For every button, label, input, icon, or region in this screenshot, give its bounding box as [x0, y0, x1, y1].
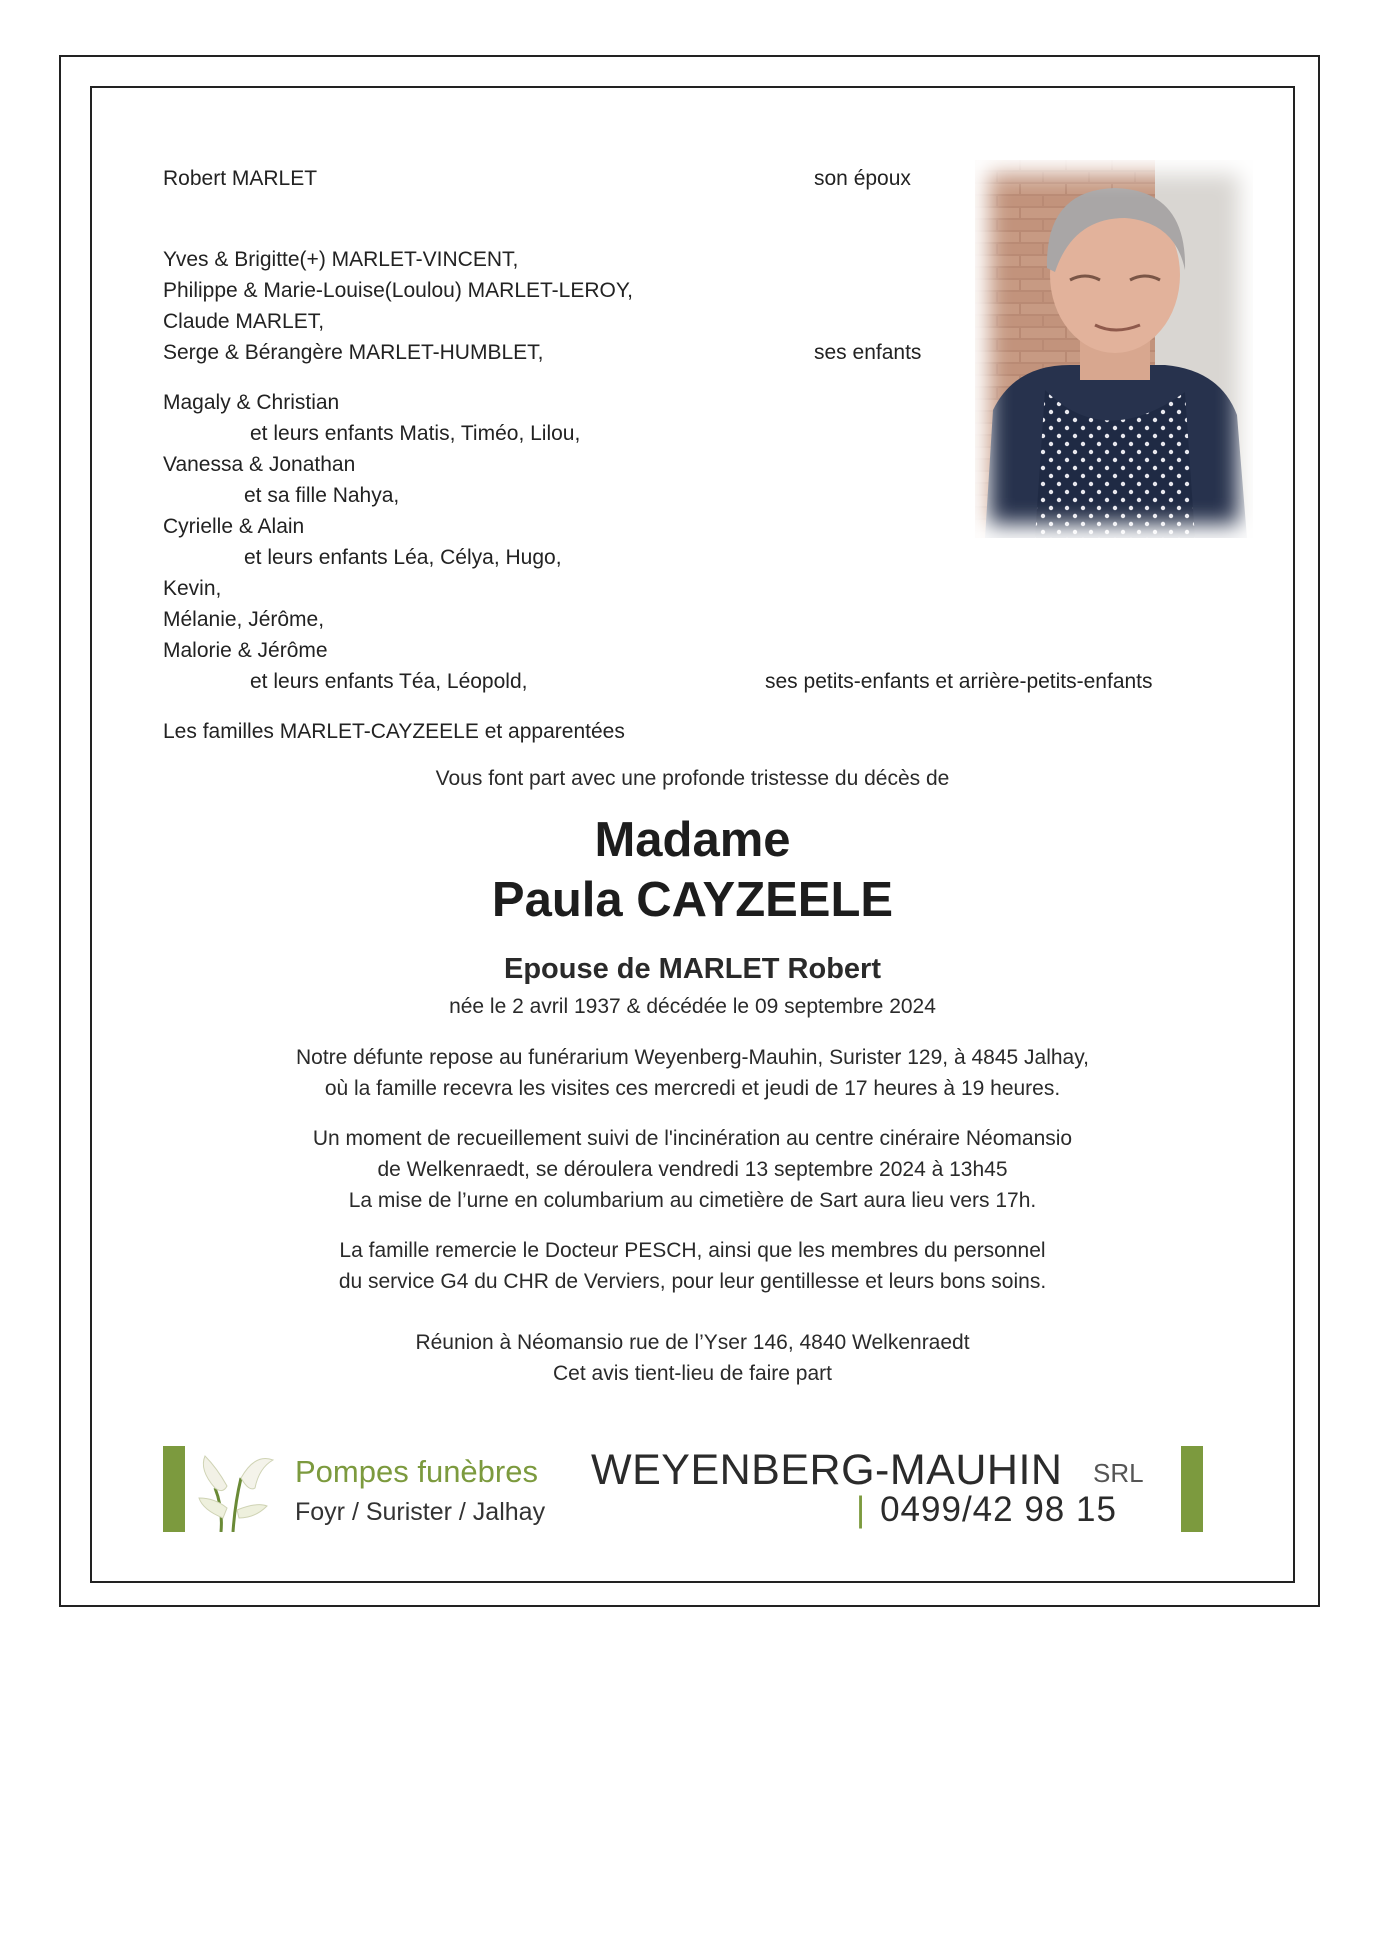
paragraph-4-line-2: Cet avis tient-lieu de faire part: [553, 1362, 832, 1385]
logo-suffix: SRL: [1093, 1458, 1144, 1488]
deceased-title: Madame: [594, 813, 791, 867]
grandchild-line-10: et leurs enfants Téa, Léopold,: [250, 670, 528, 693]
deceased-name: Paula CAYZEELE: [491, 873, 894, 927]
grandchild-line-6: et leurs enfants Léa, Célya, Hugo,: [244, 546, 562, 569]
child-line-3: Claude MARLET,: [163, 310, 325, 333]
child-line-1: Yves & Brigitte(+) MARLET-VINCENT,: [163, 248, 519, 271]
grandchild-line-2: et leurs enfants Matis, Timéo, Lilou,: [250, 422, 581, 445]
paragraph-3-line-1: La famille remercie le Docteur PESCH, ainsi que les membres du personnel: [339, 1239, 1046, 1262]
grandchild-line-1: Magaly & Christian: [163, 391, 340, 414]
spouse-line: Epouse de MARLET Robert: [503, 953, 881, 985]
paragraph-2-line-3: La mise de l’urne en columbarium au cimetière de Sart aura lieu vers 17h.: [348, 1189, 1037, 1212]
grandchild-line-4: et sa fille Nahya,: [244, 484, 400, 507]
grandchild-line-3: Vanessa & Jonathan: [163, 453, 356, 476]
logo-phone-wrap: [856, 1490, 1117, 1530]
grandchild-line-8: Mélanie, Jérôme,: [163, 608, 325, 631]
child-line-2: Philippe & Marie-Louise(Loulou) MARLET-LEROY,: [163, 279, 633, 302]
logo-locations: Foyr / Surister / Jalhay: [295, 1498, 546, 1526]
photo-fade: [975, 160, 1253, 538]
paragraph-2-line-1: Un moment de recueillement suivi de l'incinération au centre cinéraire Néomansio: [312, 1127, 1073, 1150]
spouse-name: Robert MARLET: [163, 167, 318, 190]
logo-bar-right: [1181, 1446, 1203, 1532]
spouse-role: son époux: [814, 167, 911, 190]
grandchild-line-9: Malorie & Jérôme: [163, 639, 328, 662]
paragraph-4-line-1: Réunion à Néomansio rue de l’Yser 146, 4840 Welkenraedt: [415, 1331, 970, 1354]
paragraph-1-line-2: où la famille recevra les visites ces mercredi et jeudi de 17 heures à 19 heures.: [324, 1077, 1061, 1100]
logo-prefix: Pompes funèbres: [295, 1454, 538, 1489]
life-dates: née le 2 avril 1937 & décédée le 09 septembre 2024: [449, 995, 936, 1018]
children-role: ses enfants: [814, 341, 922, 364]
families-line: Les familles MARLET-CAYZEELE et apparentées: [163, 720, 625, 743]
logo-bar-left: [163, 1446, 185, 1532]
paragraph-3-line-2: du service G4 du CHR de Verviers, pour leur gentillesse et leurs bons soins.: [338, 1270, 1047, 1293]
grandchild-line-5: Cyrielle & Alain: [163, 515, 305, 538]
funeral-home-logo: [163, 1446, 1203, 1532]
grandchild-line-7: Kevin,: [163, 577, 222, 600]
logo-company-name: WEYENBERG-MAUHIN: [591, 1446, 1063, 1494]
logo-phone: 0499/42 98 15: [880, 1490, 1117, 1529]
paragraph-2-line-2: de Welkenraedt, se déroulera vendredi 13 septembre 2024 à 13h45: [377, 1158, 1008, 1181]
portrait-photo: [975, 160, 1253, 538]
grandchildren-role: ses petits-enfants et arrière-petits-enfants: [765, 670, 1153, 693]
logo-phone-separator: |: [856, 1490, 867, 1529]
calla-lily-icon: [193, 1448, 283, 1532]
paragraph-1-line-1: Notre défunte repose au funérarium Weyenberg-Mauhin, Surister 129, à 4845 Jalhay,: [295, 1046, 1090, 1069]
child-line-4: Serge & Bérangère MARLET-HUMBLET,: [163, 341, 544, 364]
announcement: Vous font part avec une profonde tristesse du décès de: [435, 767, 950, 790]
